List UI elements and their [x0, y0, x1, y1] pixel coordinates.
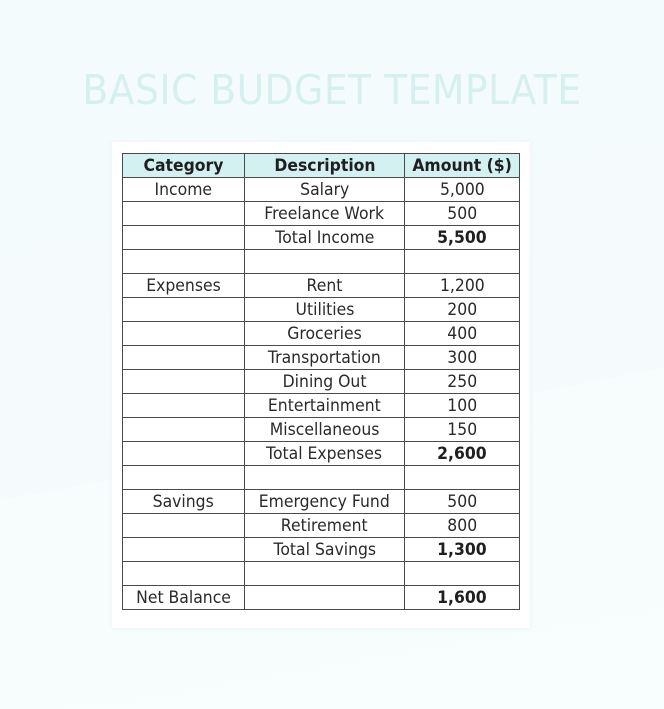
description-cell: Retirement	[245, 514, 405, 538]
amount-cell: 5,000	[405, 178, 520, 202]
table-row	[123, 466, 520, 490]
category-cell	[123, 538, 245, 562]
table-row	[123, 202, 520, 226]
amount-cell: 500	[405, 202, 520, 226]
table-row	[123, 226, 520, 250]
amount-cell: 1,600	[405, 586, 520, 610]
category-cell	[123, 298, 245, 322]
category-cell: Net Balance	[123, 586, 245, 610]
amount-cell	[405, 250, 520, 274]
category-cell: Expenses	[123, 274, 245, 298]
description-cell: Utilities	[245, 298, 405, 322]
category-cell: Savings	[123, 490, 245, 514]
table-row	[123, 370, 520, 394]
amount-cell: 300	[405, 346, 520, 370]
category-cell	[123, 514, 245, 538]
amount-cell: 1,200	[405, 274, 520, 298]
amount-cell	[405, 562, 520, 586]
description-cell: Transportation	[245, 346, 405, 370]
table-row	[123, 442, 520, 466]
description-cell: Total Savings	[245, 538, 405, 562]
table-row	[123, 514, 520, 538]
category-cell	[123, 250, 245, 274]
table-row	[123, 586, 520, 610]
description-cell: Groceries	[245, 322, 405, 346]
table-row	[123, 298, 520, 322]
budget-card	[112, 142, 530, 628]
category-cell	[123, 370, 245, 394]
amount-cell: 500	[405, 490, 520, 514]
budget-table	[122, 153, 520, 610]
category-cell	[123, 322, 245, 346]
description-cell	[245, 466, 405, 490]
description-cell: Total Expenses	[245, 442, 405, 466]
description-cell: Salary	[245, 178, 405, 202]
category-cell	[123, 466, 245, 490]
description-cell: Freelance Work	[245, 202, 405, 226]
table-row	[123, 562, 520, 586]
table-row	[123, 490, 520, 514]
header-category: Category	[123, 154, 245, 178]
amount-cell: 250	[405, 370, 520, 394]
table-row	[123, 274, 520, 298]
description-cell: Emergency Fund	[245, 490, 405, 514]
table-row	[123, 394, 520, 418]
description-cell: Total Income	[245, 226, 405, 250]
description-cell: Dining Out	[245, 370, 405, 394]
table-row	[123, 178, 520, 202]
category-cell	[123, 442, 245, 466]
category-cell	[123, 394, 245, 418]
amount-cell: 400	[405, 322, 520, 346]
table-row	[123, 250, 520, 274]
header-description: Description	[245, 154, 405, 178]
category-cell: Income	[123, 178, 245, 202]
category-cell	[123, 346, 245, 370]
description-cell: Rent	[245, 274, 405, 298]
amount-cell: 100	[405, 394, 520, 418]
amount-cell: 5,500	[405, 226, 520, 250]
amount-cell	[405, 466, 520, 490]
description-cell	[245, 586, 405, 610]
page-title: BASIC BUDGET TEMPLATE	[82, 66, 582, 114]
amount-cell: 150	[405, 418, 520, 442]
amount-cell: 2,600	[405, 442, 520, 466]
table-row	[123, 418, 520, 442]
category-cell	[123, 202, 245, 226]
header-amount: Amount ($)	[405, 154, 520, 178]
amount-cell: 200	[405, 298, 520, 322]
table-header-row	[123, 154, 520, 178]
description-cell	[245, 562, 405, 586]
description-cell	[245, 250, 405, 274]
table-row	[123, 346, 520, 370]
description-cell: Entertainment	[245, 394, 405, 418]
table-row	[123, 322, 520, 346]
category-cell	[123, 418, 245, 442]
amount-cell: 800	[405, 514, 520, 538]
table-row	[123, 538, 520, 562]
category-cell	[123, 226, 245, 250]
amount-cell: 1,300	[405, 538, 520, 562]
description-cell: Miscellaneous	[245, 418, 405, 442]
table-body	[123, 178, 520, 610]
category-cell	[123, 562, 245, 586]
